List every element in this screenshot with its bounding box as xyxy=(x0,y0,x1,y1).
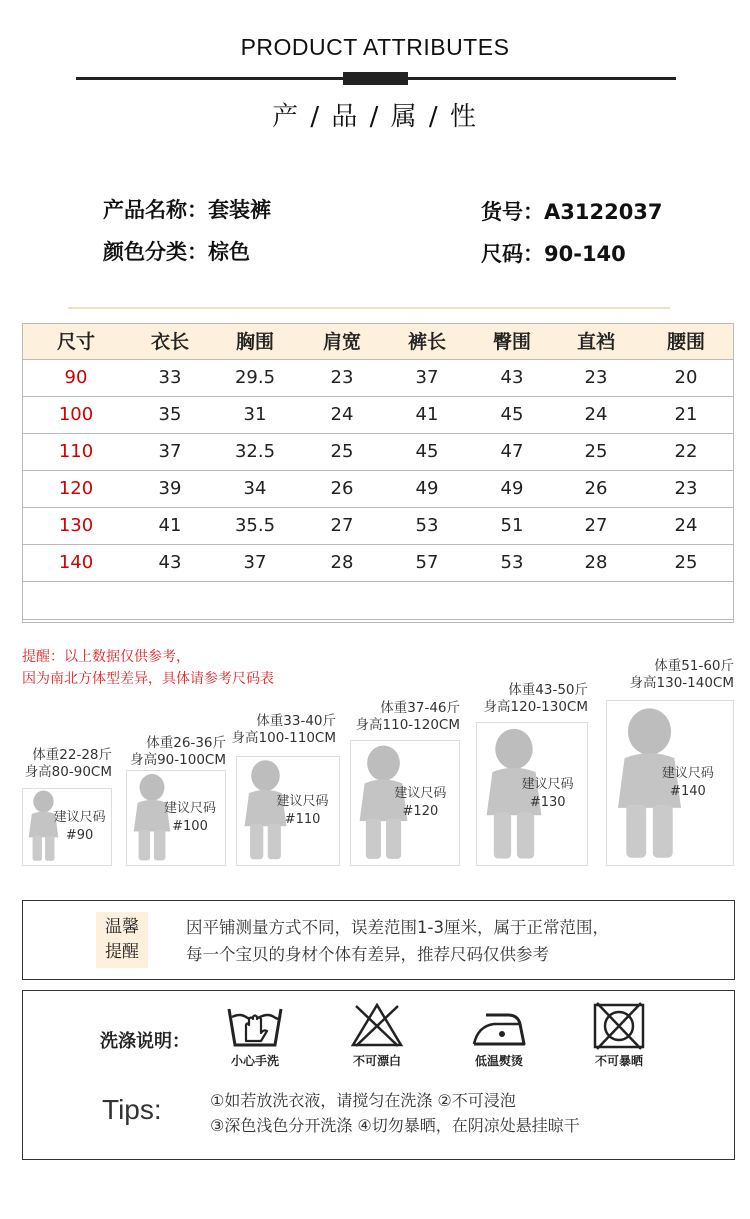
size-guide-weight: 体重51-60斤 xyxy=(654,658,734,674)
table-header-cell: 尺寸 xyxy=(22,323,130,359)
washing-label: 洗涤说明： xyxy=(100,1031,190,1052)
table-cell: 23 xyxy=(554,359,638,396)
table-cell: 37 xyxy=(130,433,210,470)
size-guide-suggestion xyxy=(154,800,226,836)
size-guide-suggest-label: 建议尺码 xyxy=(394,786,447,801)
table-cell: 43 xyxy=(470,359,554,396)
table-cell: 26 xyxy=(300,470,384,507)
wash-caption: 小心手洗 xyxy=(230,1054,279,1068)
table-header-cell: 裤长 xyxy=(384,323,470,359)
table-cell: 29.5 xyxy=(210,359,300,396)
table-row xyxy=(22,359,734,396)
size-guide-suggest-label: 建议尺码 xyxy=(53,810,106,825)
no-sun-dry-icon xyxy=(592,1000,646,1050)
table-cell: 27 xyxy=(300,507,384,544)
table-row xyxy=(22,433,734,470)
attr-color: 颜色分类：棕色 xyxy=(103,240,250,264)
size-guide-suggestion xyxy=(47,809,112,845)
size-guide-suggestion xyxy=(642,765,734,801)
reminder-text xyxy=(186,914,609,968)
table-cell: 47 xyxy=(470,433,554,470)
table-cell: 35 xyxy=(130,396,210,433)
table-cell: 33 xyxy=(130,359,210,396)
table-header-cell: 胸围 xyxy=(210,323,300,359)
table-cell: 28 xyxy=(554,544,638,581)
table-cell: 25 xyxy=(300,433,384,470)
table-header-cell: 肩宽 xyxy=(300,323,384,359)
table-cell: 37 xyxy=(210,544,300,581)
table-cell: 31 xyxy=(210,396,300,433)
size-guide-weight: 体重37-46斤 xyxy=(380,700,460,716)
size-cell: 100 xyxy=(22,396,130,433)
size-guide-height: 身高110-120CM xyxy=(355,717,460,733)
table-cell: 49 xyxy=(384,470,470,507)
size-guide-weight: 体重26-36斤 xyxy=(146,735,226,751)
table-cell: 35.5 xyxy=(210,507,300,544)
low-iron-icon xyxy=(470,1010,528,1048)
table-cell: 24 xyxy=(300,396,384,433)
size-guide-height: 身高130-140CM xyxy=(629,675,734,691)
size-guide-suggest-size: #100 xyxy=(172,819,208,834)
size-note-line: 因为南北方体型差异，具体请参考尺码表 xyxy=(22,671,274,687)
table-cell: 23 xyxy=(300,359,384,396)
size-cell: 130 xyxy=(22,507,130,544)
size-guide-suggest-label: 建议尺码 xyxy=(163,801,216,816)
table-cell: 53 xyxy=(470,544,554,581)
size-guide-label xyxy=(224,713,336,747)
wash-caption: 低温熨烫 xyxy=(474,1054,523,1068)
size-note xyxy=(22,646,274,690)
table-row-empty xyxy=(22,581,734,619)
page-title-en: PRODUCT ATTRIBUTES xyxy=(240,34,510,60)
hand-wash-icon xyxy=(226,1003,284,1049)
table-cell: 27 xyxy=(554,507,638,544)
reminder-text-line: 因平铺测量方式不同，误差范围1-3厘米，属于正常范围， xyxy=(186,918,609,937)
size-guide-label xyxy=(18,747,112,781)
table-cell: 26 xyxy=(554,470,638,507)
table-cell: 22 xyxy=(638,433,734,470)
table-header-row xyxy=(22,323,734,359)
reminder-text-line: 每一个宝贝的身材个体有差异，推荐尺码仅供参考 xyxy=(186,945,549,964)
table-cell: 25 xyxy=(638,544,734,581)
page-title-cn: 产 / 品 / 属 / 性 xyxy=(272,102,478,132)
tips-label: Tips: xyxy=(102,1094,162,1125)
table-cell: 21 xyxy=(638,396,734,433)
size-guide-height: 身高80-90CM xyxy=(24,764,112,780)
table-cell: 41 xyxy=(384,396,470,433)
size-guide-height: 身高120-130CM xyxy=(483,699,588,715)
size-guide-height: 身高90-100CM xyxy=(130,752,226,768)
size-table xyxy=(22,323,734,620)
size-note-line: 提醒：以上数据仅供参考， xyxy=(22,649,190,665)
size-guide-suggestion xyxy=(265,793,340,829)
table-cell: 53 xyxy=(384,507,470,544)
table-header-cell: 腰围 xyxy=(638,323,734,359)
table-cell: 45 xyxy=(384,433,470,470)
size-guide-height: 身高100-110CM xyxy=(231,730,336,746)
attr-product-name: 产品名称：套装裤 xyxy=(103,198,271,222)
size-guide-label xyxy=(602,658,734,692)
tips-text xyxy=(210,1088,580,1138)
reminder-badge xyxy=(96,912,148,968)
table-cell: 41 xyxy=(130,507,210,544)
attr-size-range: 尺码：90-140 xyxy=(481,242,626,266)
table-cell: 20 xyxy=(638,359,734,396)
size-cell: 140 xyxy=(22,544,130,581)
no-bleach-icon xyxy=(350,1002,404,1048)
table-row xyxy=(22,544,734,581)
table-cell: 24 xyxy=(554,396,638,433)
table-cell: 34 xyxy=(210,470,300,507)
tips-line: ③深色浅色分开洗涤 ④切勿暴晒，在阴凉处悬挂晾干 xyxy=(210,1116,580,1135)
table-row xyxy=(22,470,734,507)
table-cell-empty xyxy=(22,581,734,619)
size-guide-label xyxy=(472,682,588,716)
size-guide-suggest-label: 建议尺码 xyxy=(276,794,329,809)
wash-caption: 不可暴晒 xyxy=(594,1054,643,1068)
table-cell: 23 xyxy=(638,470,734,507)
size-guide-label xyxy=(122,735,226,769)
size-guide-weight: 体重33-40斤 xyxy=(256,713,336,729)
attr-item-number: 货号：A3122037 xyxy=(481,200,663,224)
table-cell: 45 xyxy=(470,396,554,433)
table-cell: 51 xyxy=(470,507,554,544)
title-divider-accent xyxy=(343,72,408,85)
table-cell: 28 xyxy=(300,544,384,581)
size-guide-suggest-label: 建议尺码 xyxy=(661,766,714,781)
size-cell: 90 xyxy=(22,359,130,396)
tips-line: ①如若放洗衣液，请搅匀在洗涤 ②不可浸泡 xyxy=(210,1091,516,1110)
size-cell: 110 xyxy=(22,433,130,470)
size-guide-weight: 体重43-50斤 xyxy=(508,682,588,698)
table-cell: 39 xyxy=(130,470,210,507)
size-guide-suggestion xyxy=(507,776,588,812)
table-cell: 25 xyxy=(554,433,638,470)
size-cell: 120 xyxy=(22,470,130,507)
table-header-cell: 直裆 xyxy=(554,323,638,359)
size-guide-suggest-size: #130 xyxy=(529,795,566,810)
reminder-badge-line: 温馨 xyxy=(105,917,139,937)
size-guide-suggest-size: #90 xyxy=(65,828,94,843)
table-cell: 37 xyxy=(384,359,470,396)
table-cell: 32.5 xyxy=(210,433,300,470)
table-cell: 24 xyxy=(638,507,734,544)
table-row xyxy=(22,507,734,544)
table-header-cell: 臀围 xyxy=(470,323,554,359)
table-cell: 49 xyxy=(470,470,554,507)
table-cell: 57 xyxy=(384,544,470,581)
size-guide-suggest-size: #140 xyxy=(670,784,706,799)
size-guide-suggestion xyxy=(381,785,460,821)
section-divider xyxy=(68,307,670,309)
size-guide-label xyxy=(346,700,460,734)
wash-caption: 不可漂白 xyxy=(352,1054,401,1068)
table-header-cell: 衣长 xyxy=(130,323,210,359)
size-guide-suggest-label: 建议尺码 xyxy=(521,777,574,792)
size-guide-weight: 体重22-28斤 xyxy=(32,747,112,763)
size-guide-suggest-size: #110 xyxy=(284,812,321,827)
table-row xyxy=(22,396,734,433)
table-cell: 43 xyxy=(130,544,210,581)
reminder-badge-line: 提醒 xyxy=(105,942,139,962)
size-guide-suggest-size: #120 xyxy=(402,804,439,819)
